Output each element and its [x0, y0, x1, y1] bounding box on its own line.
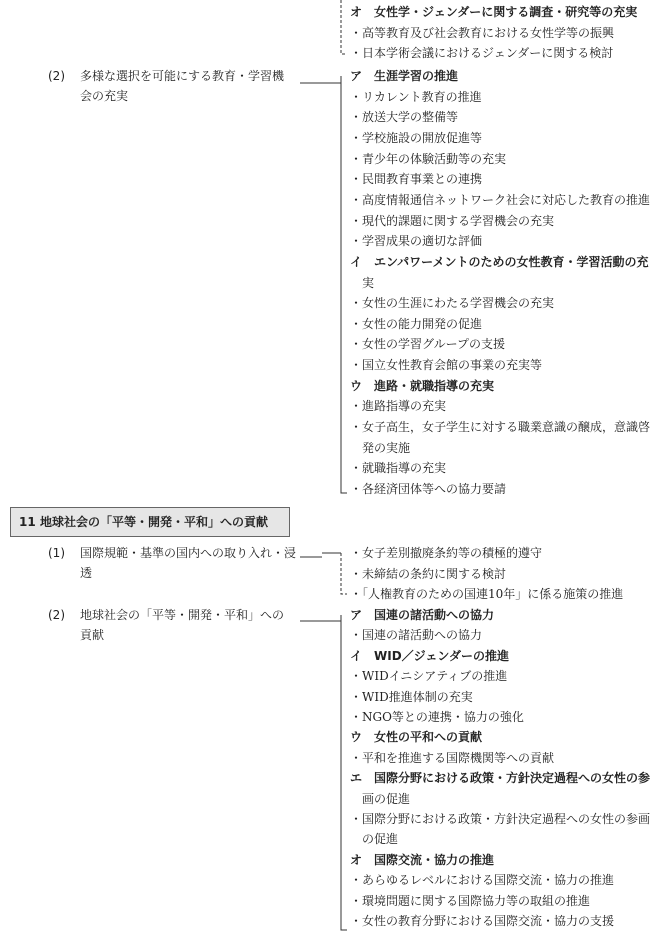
list-item: ・女性の教育分野における国際交流・協力の支援	[350, 914, 615, 928]
list-item: ・未締結の条約に関する検討	[350, 566, 507, 581]
list-item: ・国立女性教育会館の事業の充実等	[350, 358, 543, 373]
section-title: 地球社会の「平等・開発・平和」への	[80, 608, 285, 622]
list-item: ・民間教育事業との連携	[350, 172, 483, 187]
subsection-heading: イ WID／ジェンダーの推進	[350, 648, 509, 663]
list-item: ・リカレント教育の推進	[350, 89, 482, 104]
list-item: ・国際分野における政策・方針決定過程への女性の参画	[350, 812, 651, 826]
list-item: ・就職指導の充実	[350, 461, 447, 476]
section-title-cont: 会の充実	[80, 89, 129, 103]
section-title-cont: 貢献	[80, 628, 105, 642]
list-item: ・女性の能力開発の促進	[350, 316, 483, 331]
list-item: ・女子高生，女子学生に対する職業意識の醸成，意識啓	[350, 420, 651, 435]
subsection-heading: ウ 女性の平和への貢献	[350, 730, 483, 745]
list-item: ・各経済団体等への協力要請	[350, 482, 507, 496]
list-item: ・現代的課題に関する学習機会の充実	[350, 213, 555, 228]
list-item: ・NGO等との連携・協力の強化	[350, 710, 524, 724]
list-item: ・WIDイニシアティブの推進	[350, 669, 508, 684]
list-item: 発の実施	[350, 440, 411, 455]
subsection-heading: ア 国連の諸活動への協力	[350, 608, 495, 622]
chapter-title: 地球社会の「平等・開発・平和」への貢献	[40, 515, 269, 529]
list-item: ・あらゆるレベルにおける国際交流・協力の推進	[350, 873, 615, 888]
section-number: (1)	[48, 546, 65, 560]
list-item: ・女子差別撤廃条約等の積極的遵守	[350, 546, 543, 560]
subsection-heading: ウ 進路・就職指導の充実	[350, 378, 495, 393]
list-item: ・女性の生涯にわたる学習機会の充実	[350, 296, 555, 311]
list-item: ・進路指導の充実	[350, 399, 447, 414]
section-title: 国際規範・基準の国内への取り入れ・浸	[80, 546, 297, 560]
section-number: (2)	[48, 608, 65, 622]
list-item: ・高等教育及び社会教育における女性学等の振興	[350, 26, 615, 40]
list-item: ・高度情報通信ネットワーク社会に対応した教育の推進	[350, 192, 651, 207]
list-item: ・環境問題に関する国際協力等の取組の推進	[350, 893, 591, 908]
list-item: ・WID推進体制の充実	[350, 689, 473, 704]
list-item: ・国連の諸活動への協力	[350, 628, 483, 643]
list-item: ・日本学術会議におけるジェンダーに関する検討	[350, 46, 614, 60]
section-number: (2)	[48, 69, 65, 83]
list-item: 実	[350, 275, 375, 290]
list-item: ・学校施設の開放促進等	[350, 130, 483, 145]
subsection-heading: イ エンパワーメントのための女性教育・学習活動の充	[350, 254, 649, 269]
top-heading: オ 女性学・ジェンダーに関する調査・研究等の充実	[350, 5, 638, 19]
list-item: ・平和を推進する国際機関等への貢献	[350, 750, 555, 765]
list-item: の促進	[350, 832, 399, 847]
list-item: ・学習成果の適切な評価	[350, 234, 483, 249]
list-item: ・「人権教育のための国連10年」に係る施策の推進	[350, 587, 624, 602]
list-item: 画の促進	[350, 791, 411, 806]
list-item: ・青少年の体験活動等の充実	[350, 151, 507, 166]
subsection-heading: エ 国際分野における政策・方針決定過程への女性の参	[350, 771, 651, 786]
subsection-heading: ア 生涯学習の推進	[350, 69, 459, 83]
section-title: 多様な選択を可能にする教育・学習機	[80, 69, 285, 83]
list-item: ・放送大学の整備等	[350, 110, 459, 125]
section-title-cont: 透	[80, 566, 93, 580]
chapter-number: 11	[19, 515, 36, 529]
subsection-heading: オ 国際交流・協力の推進	[350, 852, 495, 867]
list-item: ・女性の学習グループの支援	[350, 337, 506, 352]
